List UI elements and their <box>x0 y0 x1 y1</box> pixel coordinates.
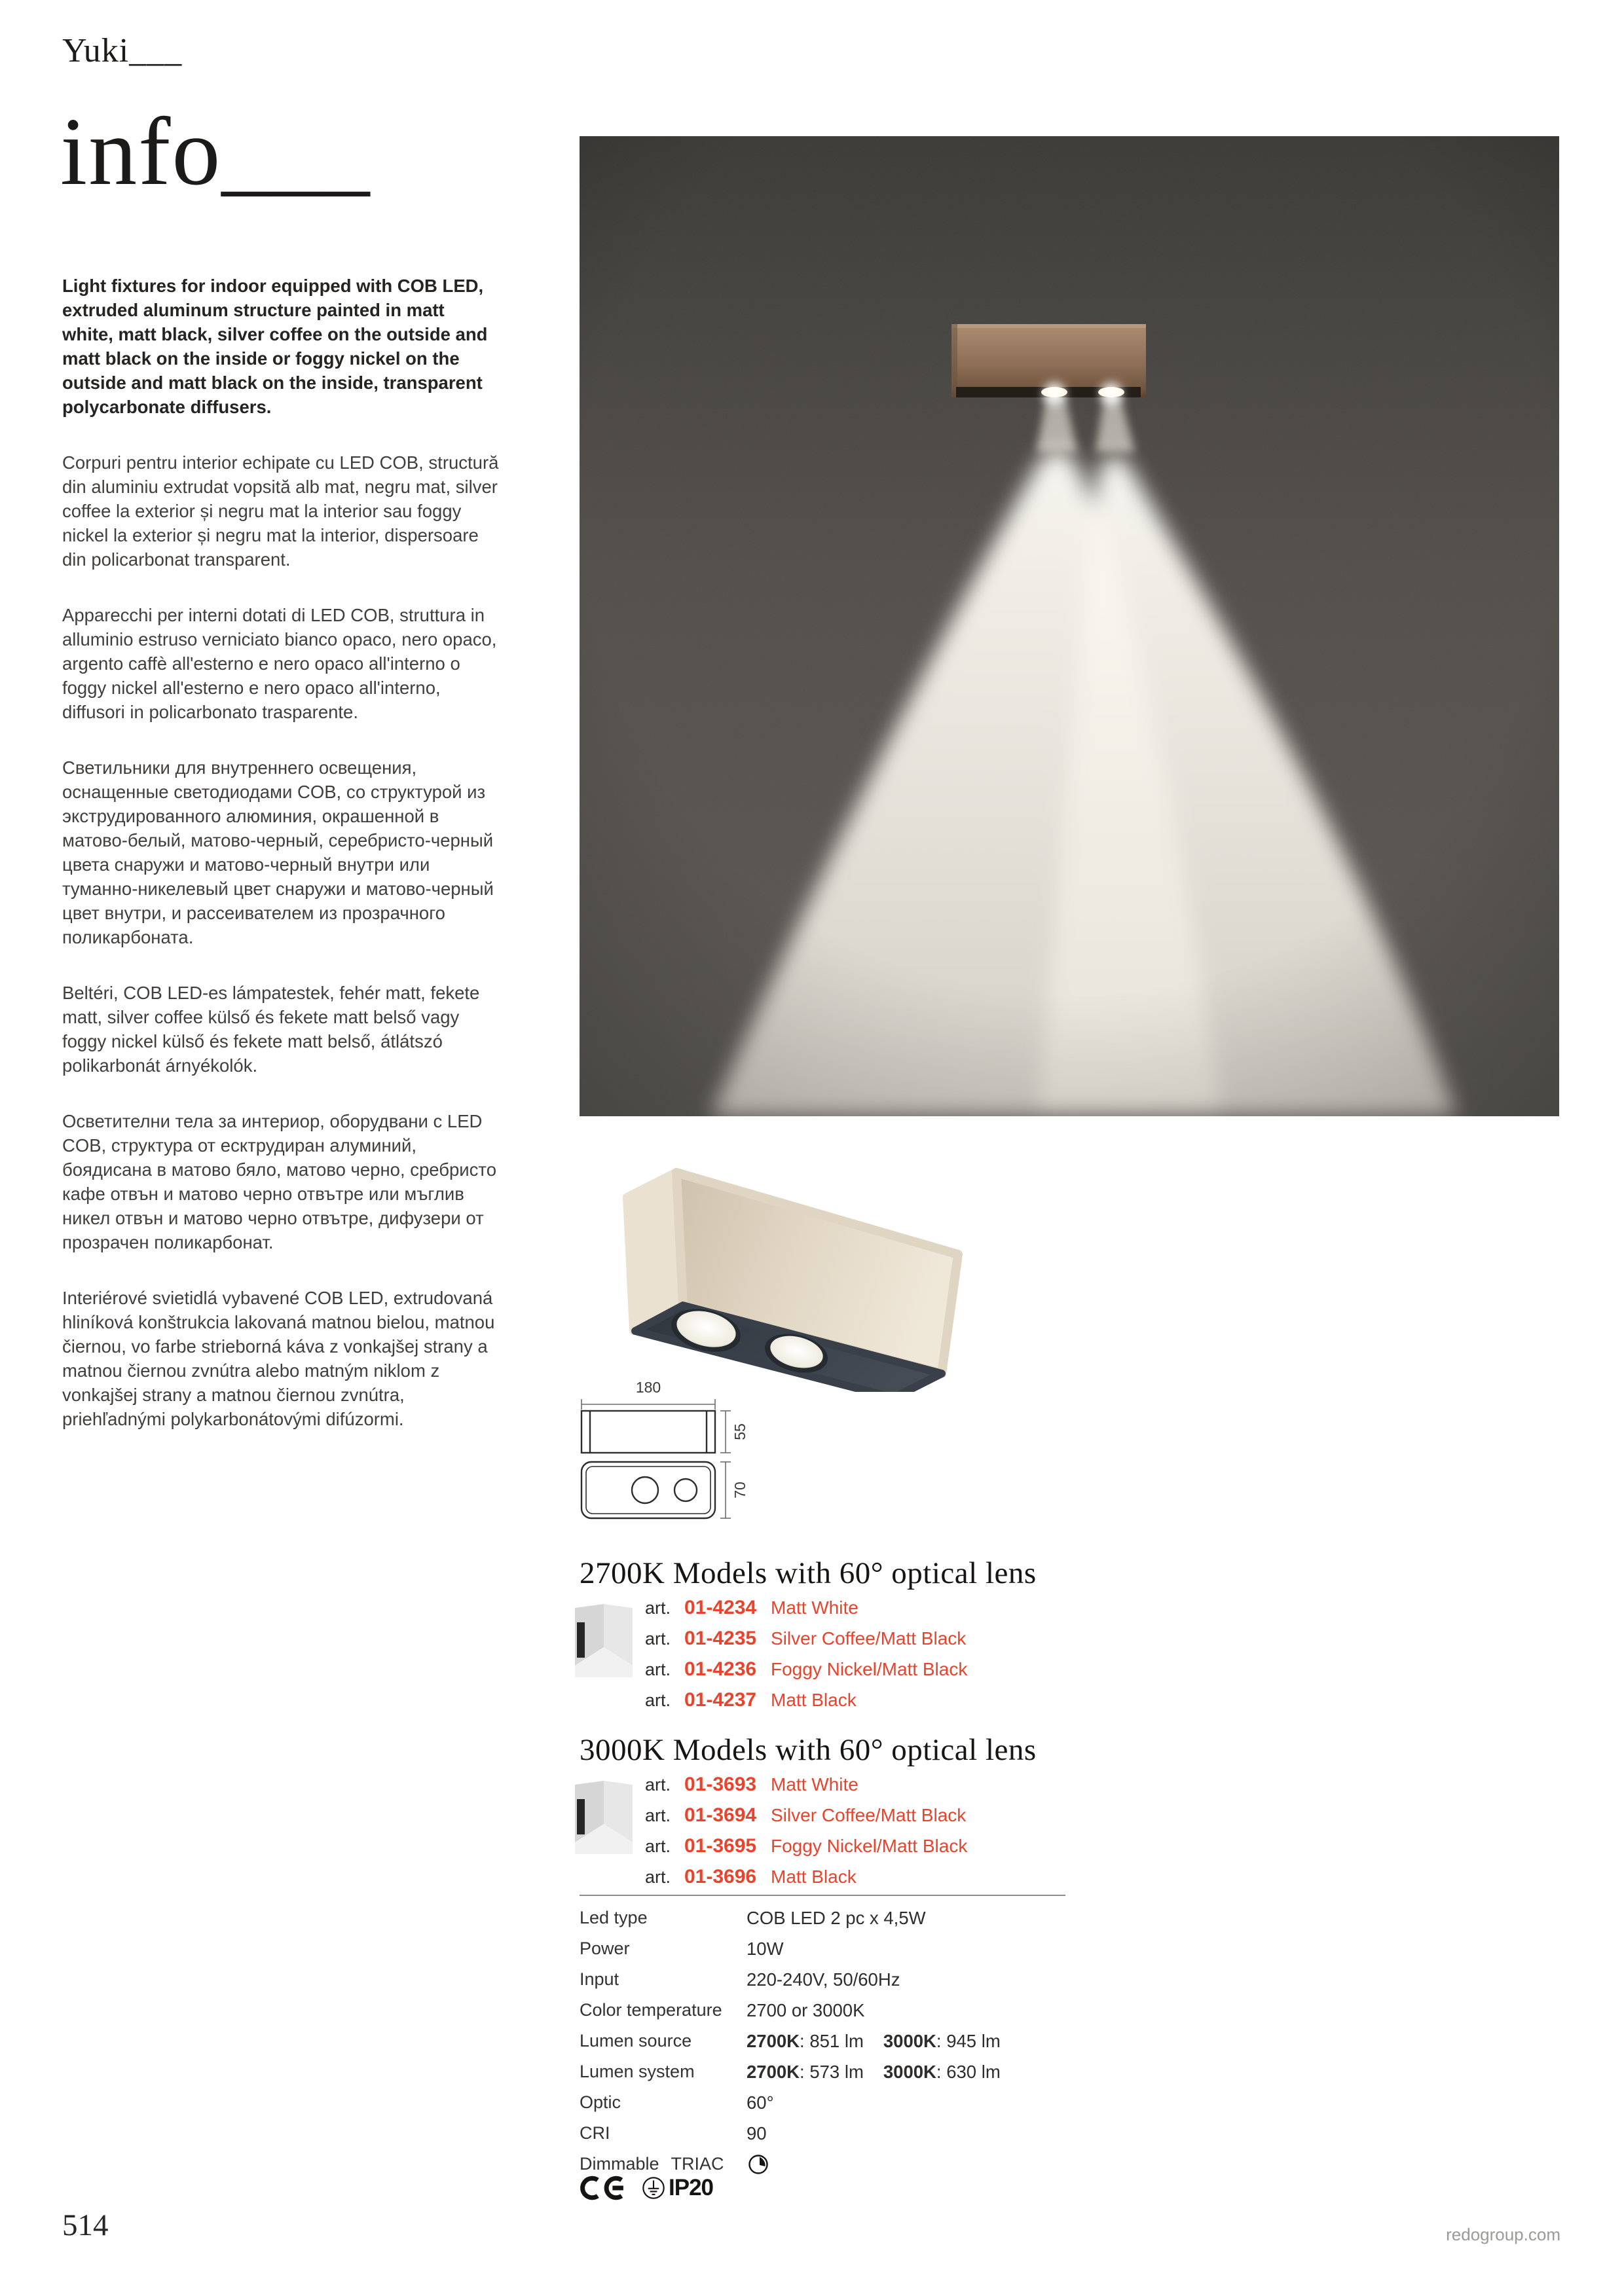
wall-light-photo <box>580 136 1559 1116</box>
spec-label: CRI <box>580 2123 610 2143</box>
art-code: 01-3696 <box>684 1866 757 1887</box>
description-hu: Beltéri, COB LED-es lámpatestek, fehér matt, fekete matt, silver coffee külső és fekete matt belső vagy foggy nickel külső és fekete matt belső, átlátszó polikarbonát árnyékolók. <box>62 983 480 1076</box>
article-row <box>645 1685 1077 1715</box>
spec-label: Optic <box>580 2092 621 2112</box>
article-list-3000k <box>645 1769 1077 1892</box>
article-row <box>645 1800 1077 1831</box>
vignette <box>580 136 1559 1116</box>
product-name: Yuki___ <box>62 32 183 69</box>
article-list-2700k <box>645 1592 1077 1715</box>
article-row <box>645 1831 1077 1861</box>
description-bg: Осветителни тела за интериор, оборудвани с LED COB, структура от есктрудиран алуминий, боядисана в матово бяло, матово черно, сребристо кафе отвън и матово черно отвътре или мъглив никел отвън и матово черно отвътре, дифузери от прозрачен поликарбонат. <box>62 1111 496 1252</box>
spec-label: Dimmable TRIAC <box>580 2154 724 2174</box>
wall-application-icon <box>575 1781 633 1854</box>
height-dimension-line <box>720 1411 731 1453</box>
width-dimension-line <box>581 1399 715 1410</box>
spec-label: Color temperature <box>580 2000 722 2020</box>
spec-value: COB LED 2 pc x 4,5W <box>747 1907 926 1928</box>
front-view <box>581 1411 715 1453</box>
description-ro: Corpuri pentru interior echipate cu LED COB, structură din aluminiu extrudat vopsită alb mat, negru mat, silver coffee la exterior și negru mat la interior sau foggy nickel la exterior și negru mat la interior, dispersoare din policarbonat transparent. <box>62 452 499 570</box>
spec-label: Led type <box>580 1908 648 1927</box>
article-row <box>645 1654 1077 1685</box>
spec-value: 220-240V, 50/60Hz <box>747 1969 900 1990</box>
spec-row-color-temperature <box>580 1995 1067 2026</box>
spec-value: 10W <box>747 1938 784 1959</box>
depth-label: 70 <box>731 1482 748 1499</box>
art-finish: Matt White <box>771 1597 858 1618</box>
art-code: 01-4236 <box>684 1658 757 1680</box>
description-ru: Светильники для внутреннего освещения, оснащенные светодиодами COB, со структурой из экструдированного алюминия, окрашенной в матово-белый, матово-черный, серебристо-черный цвета снаружи и матово-черный внутри или туманно-никелевый цвет снаружи и матово-черный цвет внутри, и рассеивателем из прозрачного поликарбоната. <box>62 757 494 947</box>
art-finish: Silver Coffee/Matt Black <box>771 1805 967 1825</box>
spec-label: Power <box>580 1939 630 1958</box>
dimmer-icon <box>747 2153 770 2176</box>
spec-row-optic <box>580 2087 1067 2118</box>
art-prefix: art. <box>645 1867 671 1887</box>
page-number: 514 <box>62 2208 109 2242</box>
article-row <box>645 1592 1077 1623</box>
product-photo <box>580 136 1559 1116</box>
description-sk: Interiérové svietidlá vybavené COB LED, extrudovaná hliníková konštrukcia lakovaná matnou bielou, matnou čiernou, vo farbe strieborná káva z vonkajšej strany a matnou čiernou zvnútra alebo matným niklom z vonkajšej strany a matnou čiernou zvnútra, priehľadnými polykarbonátovými difúzormi. <box>62 1288 495 1429</box>
art-prefix: art. <box>645 1836 671 1856</box>
art-code: 01-4235 <box>684 1628 757 1649</box>
spec-row-input <box>580 1964 1067 1995</box>
fixture-render <box>575 1130 994 1392</box>
art-code: 01-3695 <box>684 1835 757 1857</box>
spec-table-divider <box>580 1895 1065 1896</box>
description-it: Apparecchi per interni dotati di LED COB, struttura in alluminio estruso verniciato bianco opaco, nero opaco, argento caffè all'esterno e nero opaco all'interno o foggy nickel all'esterno e nero opaco all'interno, diffusori in policarbonato trasparente. <box>62 605 497 722</box>
spec-row-lumen-source <box>580 2026 1067 2056</box>
art-finish: Foggy Nickel/Matt Black <box>771 1836 968 1856</box>
spec-label: Lumen source <box>580 2031 692 2050</box>
width-label: 180 <box>635 1379 661 1396</box>
spec-row-lumen-system <box>580 2056 1067 2087</box>
art-finish: Silver Coffee/Matt Black <box>771 1628 967 1649</box>
article-row <box>645 1861 1077 1892</box>
art-code: 01-3693 <box>684 1774 757 1795</box>
certifications <box>578 2175 713 2201</box>
ip-rating: IP20 <box>669 2175 713 2200</box>
spec-label: Input <box>580 1969 619 1989</box>
page-title: info___ <box>60 98 371 206</box>
spec-row-led-type <box>580 1903 1067 1933</box>
article-row <box>645 1623 1077 1654</box>
spec-value: 60° <box>747 2092 774 2113</box>
spec-value: 90 <box>747 2123 767 2143</box>
art-finish: Matt Black <box>771 1867 857 1887</box>
bottom-view <box>581 1462 715 1518</box>
spec-value: 2700 or 3000K <box>747 1999 865 2020</box>
class1-ground-icon <box>641 2176 666 2200</box>
art-code: 01-4234 <box>684 1597 757 1618</box>
art-code: 01-3694 <box>684 1804 757 1826</box>
spec-row-power <box>580 1933 1067 1964</box>
art-prefix: art. <box>645 1690 671 1710</box>
art-prefix: art. <box>645 1629 671 1649</box>
section-heading-2700k: 2700K Models with 60° optical lens <box>580 1556 1037 1590</box>
depth-dimension-line <box>720 1462 731 1518</box>
description-column <box>62 274 500 1463</box>
art-prefix: art. <box>645 1775 671 1795</box>
art-finish: Foggy Nickel/Matt Black <box>771 1659 968 1679</box>
art-finish: Matt White <box>771 1774 858 1795</box>
height-label: 55 <box>731 1423 748 1440</box>
spec-value: 2700K: 851 lm 3000K: 945 lm <box>747 2030 1001 2051</box>
website-link[interactable]: redogroup.com <box>1446 2225 1560 2244</box>
art-finish: Matt Black <box>771 1690 857 1710</box>
spec-label: Lumen system <box>580 2062 695 2081</box>
dimension-drawing <box>576 1370 766 1535</box>
description-en: Light fixtures for indoor equipped with COB LED, extruded aluminum structure painted in matt white, matt black, silver coffee on the outside and matt black on the inside or foggy nickel on the outside and matt black on the inside, transparent polycarbonate diffusers. <box>62 276 488 417</box>
section-heading-3000k: 3000K Models with 60° optical lens <box>580 1733 1037 1767</box>
spec-value: 2700K: 573 lm 3000K: 630 lm <box>747 2061 1001 2082</box>
art-prefix: art. <box>645 1806 671 1825</box>
product-render <box>575 1130 994 1392</box>
wall-application-icon <box>575 1604 633 1677</box>
spec-table <box>580 1903 1067 2179</box>
art-prefix: art. <box>645 1660 671 1679</box>
article-row <box>645 1769 1077 1800</box>
art-code: 01-4237 <box>684 1689 757 1711</box>
spec-row-cri <box>580 2118 1067 2149</box>
dimension-svg <box>576 1370 766 1535</box>
ce-mark-icon <box>578 2175 641 2201</box>
art-prefix: art. <box>645 1598 671 1618</box>
